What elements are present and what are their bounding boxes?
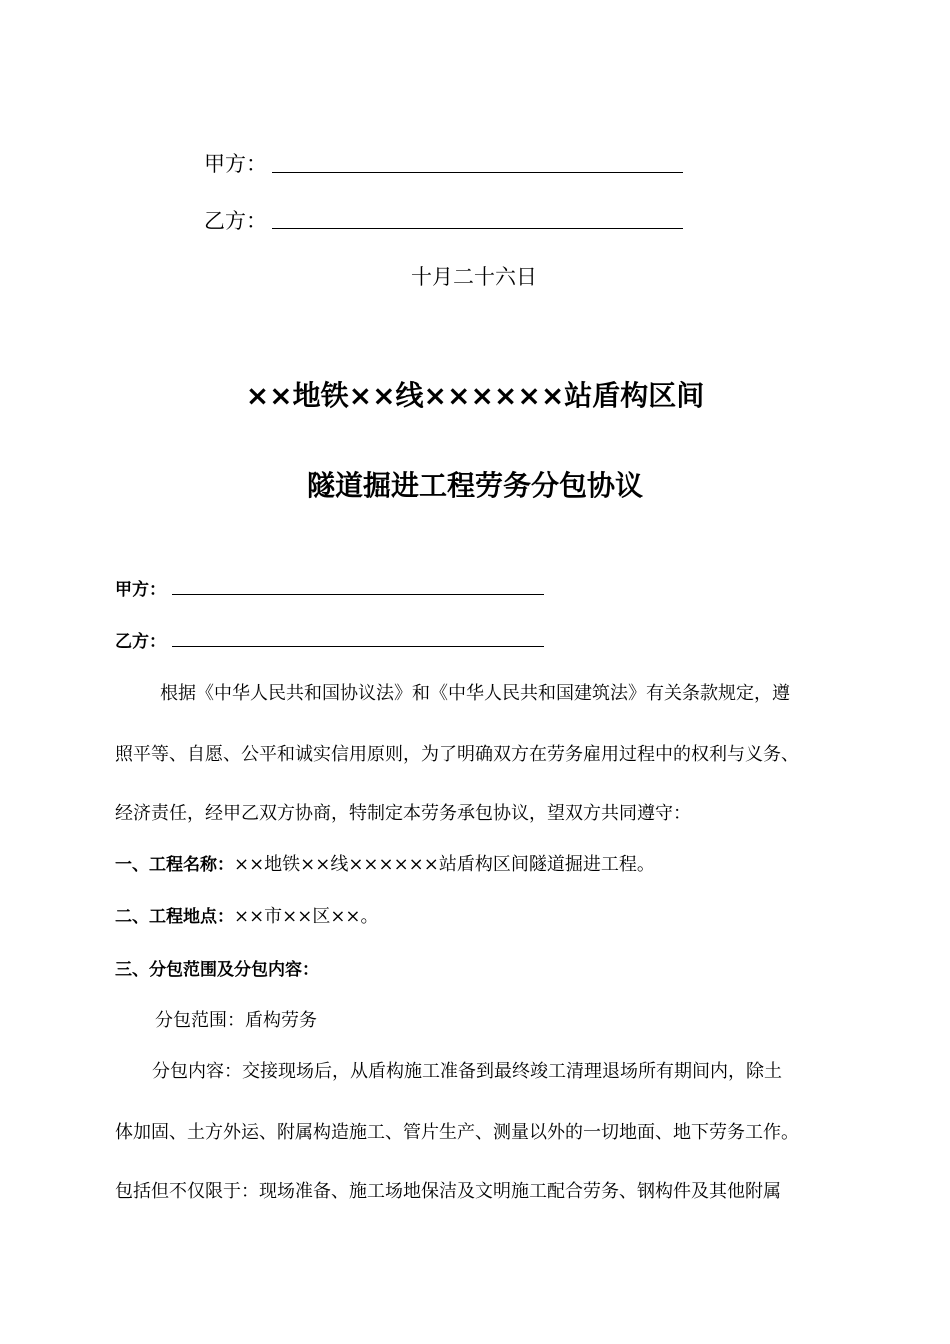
- cover-party-b-underline: [272, 228, 683, 229]
- section-project-location-value: ××市××区××。: [234, 906, 379, 927]
- document-title-line-1: ××地铁××线××××××站盾构区间: [245, 379, 705, 412]
- cover-party-b-label: 乙方：: [204, 209, 267, 233]
- section-project-location-heading: 二、工程地点：: [115, 907, 234, 927]
- scope-text: 分包范围：盾构劳务: [155, 1010, 317, 1031]
- party-a-underline: [172, 594, 544, 595]
- preamble-line-3: 经济责任，经甲乙双方协商，特制定本劳务承包协议，望双方共同遵守：: [115, 803, 691, 824]
- content-line-3: 包括但不仅限于：现场准备、施工场地保洁及文明施工配合劳务、钢构件及其他附属: [115, 1181, 781, 1202]
- document-title-line-2: 隧道掘进工程劳务分包协议: [306, 469, 643, 502]
- cover-party-a-underline: [272, 172, 683, 173]
- preamble-line-1: 根据《中华人民共和国协议法》和《中华人民共和国建筑法》有关条款规定，遵: [160, 683, 790, 704]
- party-b-label: 乙方：: [115, 632, 166, 652]
- preamble-line-2: 照平等、自愿、公平和诚实信用原则，为了明确双方在劳务雇用过程中的权利与义务、: [115, 744, 799, 765]
- section-project-location: [115, 902, 379, 928]
- party-a-label: 甲方：: [115, 580, 166, 600]
- section-project-name: [115, 850, 655, 876]
- cover-party-a-label: 甲方：: [204, 152, 267, 176]
- section-project-name-heading: 一、工程名称：: [115, 855, 234, 875]
- section-project-name-value: ××地铁××线××××××站盾构区间隧道掘进工程。: [234, 854, 655, 875]
- party-b-underline: [172, 646, 544, 647]
- content-line-1: 分包内容：交接现场后，从盾构施工准备到最终竣工清理退场所有期间内，除土: [152, 1061, 782, 1082]
- section-scope-heading: 三、分包范围及分包内容：: [115, 960, 319, 980]
- cover-date: 十月二十六日: [411, 265, 537, 289]
- section-scope: [115, 955, 319, 980]
- content-line-2: 体加固、土方外运、附属构造施工、管片生产、测量以外的一切地面、地下劳务工作。: [115, 1122, 799, 1143]
